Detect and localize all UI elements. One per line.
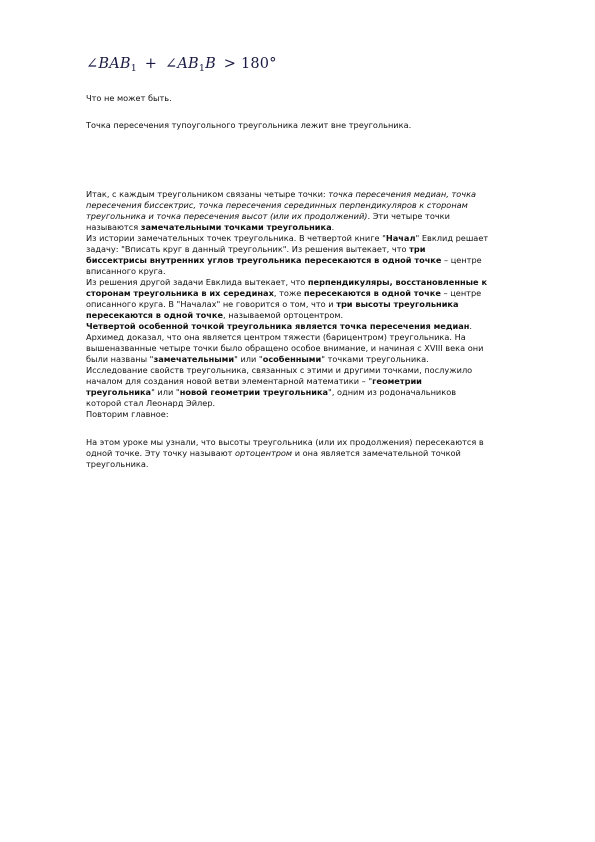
main-text-run: пересекаются в одной точке [86,310,224,320]
main-text-run: " Евклид решает [415,233,489,243]
main-text-run: , тоже [273,288,304,298]
main-text-run: биссектрисы внутренних углов треугольника пересекаются в одной точке [86,255,442,265]
main-text-run: Архимед доказал, что она является центром тяжести (барицентром) треугольника. На [86,332,466,342]
intro-line-2: Точка пересечения тупоугольного треугольника лежит вне треугольника. [86,120,412,130]
main-line [86,310,554,321]
main-text-run: началом для создания новой ветви элементарной математики – " [86,376,373,386]
main-line [86,409,554,420]
main-text-run: " или " [151,387,180,397]
conclusion-text-run: треугольника. [86,459,149,469]
main-line [86,354,554,365]
main-line [86,266,554,277]
main-text-run: новой геометрии треугольника [179,387,329,397]
formula-subscript-1: 1 [130,63,137,74]
formula-angle-2: ∠AB [164,56,199,72]
main-text-run: . [469,321,472,331]
main-text-run: геометрии [372,376,422,386]
main-text-run: Повторим главное: [86,409,169,419]
angle-sum-formula [86,56,280,74]
main-line [86,299,554,310]
main-line [86,255,554,266]
conclusion-line [86,437,554,448]
main-paragraph [86,189,554,420]
main-line [86,244,554,255]
main-text-run: треугольника и точка пересечения высот (или их продолжений) [86,211,368,221]
main-text-run: задачу: "Вписать круг в данный треугольник". Из решения вытекает, что [86,244,410,254]
main-text-run: точка пересечения медиан, точка [328,189,477,199]
main-line [86,398,554,409]
main-line [86,211,554,222]
conclusion-text-run: и она является замечательной точкой [292,448,461,458]
conclusion-line [86,448,554,459]
main-text-run: вписанного круга. [86,266,166,276]
main-line [86,233,554,244]
main-text-run: описанного круга. В "Началах" не говорится о том, что и [86,299,337,309]
main-text-run: " или " [234,354,263,364]
formula-plus: + [144,56,158,72]
main-text-run: , называемой ортоцентром. [223,310,344,320]
intro-line-1: Что не может быть. [86,93,172,103]
main-text-run: Исследование свойств треугольника, связанных с этими и другими точками, послужило [86,365,473,375]
conclusion-paragraph [86,437,554,470]
main-line [86,321,554,332]
main-line [86,332,554,343]
main-line [86,288,554,299]
main-text-run: " точками треугольника. [321,354,429,364]
main-line [86,376,554,387]
main-line [86,365,554,376]
main-text-run: были названы " [86,354,154,364]
main-text-run: . [331,222,335,232]
main-text-run: особенными [262,354,322,364]
formula-angle-1: ∠BAB [86,56,131,72]
main-line [86,387,554,398]
main-text-run: вышеназванные четыре точки было обращено особое внимание, и начиная с XVIII века они [86,343,484,353]
main-text-run: пересечения биссектрис, точка пересечения серединных перпендикуляров к сторонам [86,200,468,210]
main-text-run: ", одним из родоначальников [328,387,457,397]
main-text-run: Итак, с каждым треугольником связаны четыре точки: [86,189,329,199]
main-line [86,200,554,211]
main-text-run: – центре [441,255,482,265]
main-text-run: Четвертой особенной точкой треугольника является точка пересечения медиан [86,321,470,331]
conclusion-text-run: ортоцентром [235,448,293,458]
main-line [86,189,554,200]
main-line [86,222,554,233]
main-text-run: – центре [440,288,482,298]
main-text-run: замечательными точками треугольника [140,222,332,232]
main-line [86,277,554,288]
main-text-run: замечательными [153,354,235,364]
conclusion-text-run: одной точке. Эту точку называют [86,448,235,458]
main-line [86,343,554,354]
formula-subscript-2: 1 [198,63,206,74]
main-text-run: Начал [385,233,416,243]
formula-relation: > 180° [223,56,277,72]
main-text-run: которой стал Леонард Эйлер. [86,398,216,408]
main-text-run: три высоты треугольника [336,299,459,309]
formula-angle-2-tail: B [205,56,216,72]
main-text-run: . Эти четыре точки [367,211,450,221]
main-text-run: три [409,244,426,254]
conclusion-text-run: На этом уроке мы узнали, что высоты треугольника (или их продолжения) пересекаются в [86,437,484,447]
main-text-run: перпендикуляры, восстановленные к [307,277,488,287]
main-text-run: треугольника [86,387,152,397]
main-text-run: Из решения другой задачи Евклида вытекает, что [86,277,308,287]
main-text-run: Из истории замечательных точек треугольника. В четвертой книге " [86,233,386,243]
main-text-run: пересекаются в одной точке [303,288,441,298]
main-text-run: называются [86,222,141,232]
conclusion-line [86,459,554,470]
main-text-run: сторонам треугольника в их серединах [86,288,274,298]
